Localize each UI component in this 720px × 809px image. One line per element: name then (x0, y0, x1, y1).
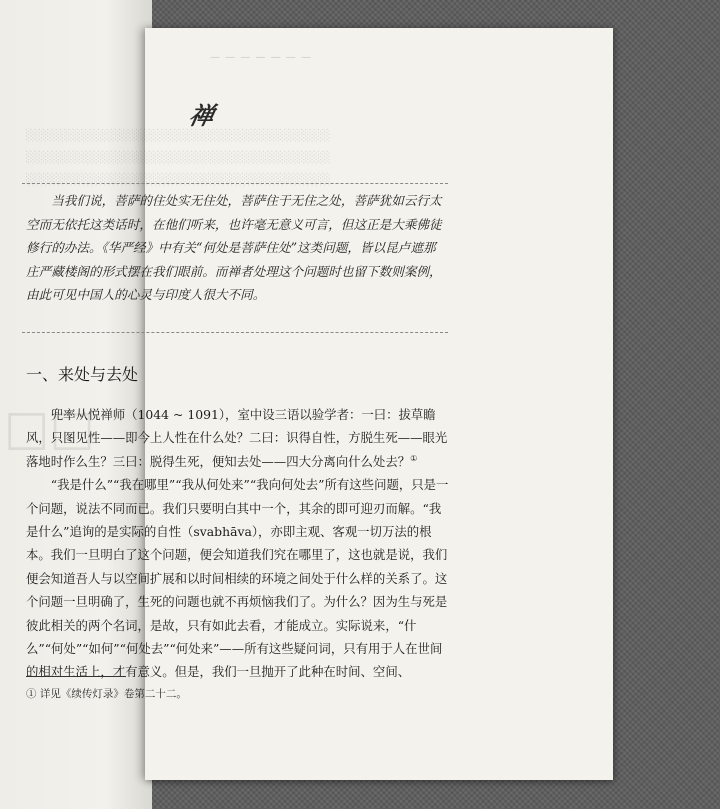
body-text (26, 403, 450, 684)
bleed-through-line: ░░░░░░░░░░░░░░░░░░░░░░░░░░░░░░░░░░░░ (26, 151, 331, 164)
footnote: ① 详见《续传灯录》卷第二十二。 (26, 688, 187, 700)
intro-top-rule (22, 183, 448, 184)
intro-bottom-rule (22, 332, 448, 333)
footnote-marker[interactable]: ① (410, 453, 418, 463)
body-paragraph: 兜率从悦禅师（1044 ~ 1091），室中设三语以验学者：一曰：拔草瞻风，只图见性——即今上人性在什么处？二曰：识得自性，方脱生死——眼光落地时作么生？三曰：脱得生死，便知去处——四大分离向什么处去？① (26, 407, 448, 469)
intro-text: 当我们说，菩萨的住处实无住处，菩萨住于无住之处，菩萨犹如云行太空而无依托这类话时，在他们听来，也许毫无意义可言，但这正是大乘佛徒修行的办法。《华严经》中有关“何处是菩萨住处”这类问题，皆以昆卢遮那庄严藏楼阁的形式摆在我们眼前。而禅者处理这个问题时也留下数则案例，由此可见中国人的心灵与印度人很大不同。 (26, 193, 442, 302)
bleed-through-line: ░░░░░░░░░░░░░░░░░░░░░░░░░░░░░░░░░░░░ (26, 173, 331, 186)
zen-calligraphy-mark: 禅 (186, 101, 217, 130)
intro-paragraph (26, 189, 446, 307)
left-page-bleed-through: □□ (4, 400, 95, 456)
bleed-through-line: ░░░░░░░░░░░░░░░░░░░░░░░░░░░░░░░░░░░░ (26, 129, 331, 142)
running-header-bleed: — — — — — — — (210, 52, 313, 63)
section-title: 一、来处与去处 (26, 365, 139, 384)
body-paragraph: “我是什么”“我在哪里”“我从何处来”“我向何处去”所有这些问题，只是一个问题，说法不同而已。我们只要明白其中一个，其余的即可迎刃而解。“我是什么”追询的是实际的自性（svabhāva），亦即主观、客观一切万法的根本。我们一旦明白了这个问题，便会知道我们究在哪里了，这也就是说，我们便会知道吾人与以空间扩展和以时间相续的环境之间处于什么样的关系了。这个问题一旦明确了，生死的问题也就不再烦恼我们了。为什么？因为生与死是彼此相关的两个名词，是故，只有如此去看，才能成立。实际说来，“什么”“何处”“如何”“何处去”“何处来”——所有这些疑问词，只有用于人在世间的相对生活上，才有意义。但是，我们一旦抛开了此种在时间、空间、 (26, 477, 449, 680)
footnote-rule (26, 676, 126, 677)
